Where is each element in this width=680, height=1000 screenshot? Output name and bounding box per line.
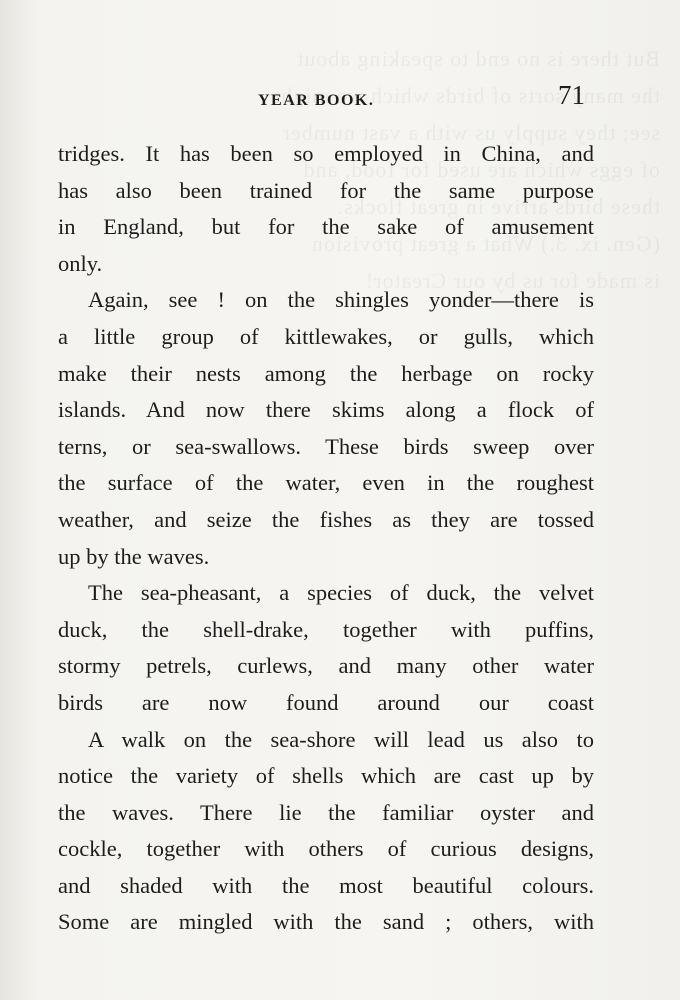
text-line: birds are now found around our coast [58,689,594,715]
text-line: Some are mingled with the sand ; others, with [58,909,594,935]
body-text [58,136,594,941]
running-head: YEAR BOOK. [258,92,375,109]
text-line: the waves. There lie the familiar oyster and [58,799,594,825]
text-line: in England, but for the sake of amusement [58,214,594,240]
text-line: and shaded with the most beautiful colours. [58,872,594,898]
text-line: terns, or sea-swallows. These birds sweep over [58,433,594,459]
text-line: a little group of kittlewakes, or gulls, which [58,323,594,349]
text-line: up by the waves. [58,543,210,569]
text-line: make their nests among the herbage on rocky [58,360,594,386]
page-header [0,76,680,116]
text-line: weather, and seize the fishes as they are tossed [58,506,594,532]
text-line: islands. And now there skims along a flock of [58,397,594,423]
paragraph-start-line: The sea-pheasant, a species of duck, the velvet [88,580,594,606]
paragraph-start-line: A walk on the sea-shore will lead us also to [88,726,594,752]
text-line: tridges. It has been so employed in China, and [58,141,594,166]
text-line: duck, the shell-drake, together with puffins, [58,616,594,642]
text-line: stormy petrels, curlews, and many other water [58,653,594,679]
text-line: cockle, together with others of curious designs, [58,836,594,862]
text-line: notice the variety of shells which are cast up by [58,763,594,789]
text-line: has also been trained for the same purpose [58,177,594,203]
paragraph-start-line: Again, see ! on the shingles yonder—there is [88,287,594,313]
text-line: the surface of the water, even in the roughest [58,470,594,496]
text-line: only. [58,250,103,276]
page-number: 71 [558,80,585,110]
